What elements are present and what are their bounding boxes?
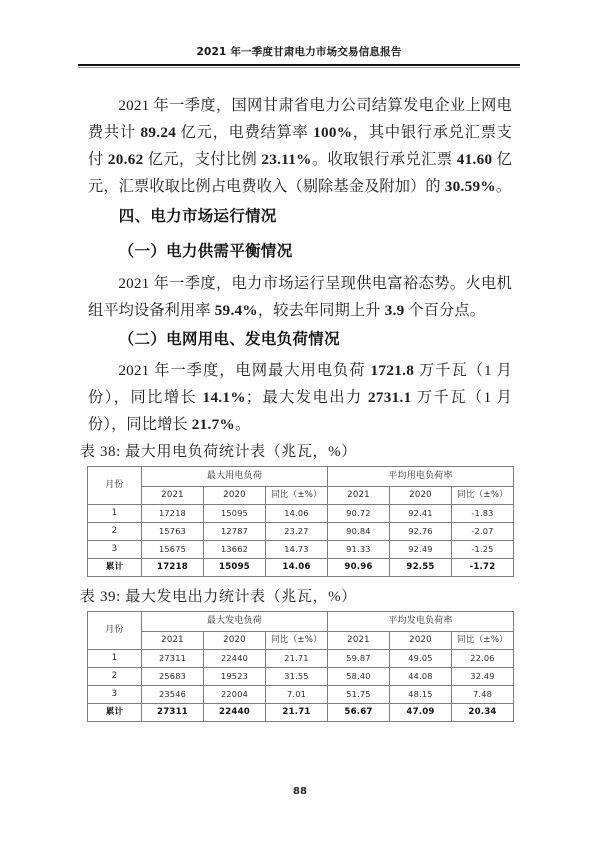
table-39-r3-c0: 27311 xyxy=(142,704,204,722)
p1-text-2: 亿元，电费结算率 xyxy=(176,124,314,141)
table-row xyxy=(88,523,514,541)
table-39-r0-c2: 21.71 xyxy=(266,650,328,668)
table-38-group-row xyxy=(88,467,514,487)
p1-num-3: 20.62 xyxy=(107,151,144,168)
table-39-subheader-0: 2021 xyxy=(142,632,204,650)
table-39-r1-c4: 44.08 xyxy=(390,668,452,686)
table-39-r1-month: 2 xyxy=(88,668,142,686)
table-39-r3-c2: 21.71 xyxy=(266,704,328,722)
table-38-r0-c1: 15095 xyxy=(204,505,266,523)
table-38-r0-c4: 92.41 xyxy=(390,505,452,523)
p1-text-1: 2021 年一季度，国网甘肃省电力公司结算发电企业上网电费共计 xyxy=(88,97,512,141)
table-38 xyxy=(87,466,514,577)
table-38-r2-c5: -1.25 xyxy=(452,541,514,559)
paragraph-supply-demand-block xyxy=(88,270,512,324)
table-39-header-month: 月份 xyxy=(88,612,142,650)
table-39-r1-c3: 58.40 xyxy=(328,668,390,686)
table-38-r3-c1: 15095 xyxy=(204,559,266,577)
table-row-total xyxy=(88,559,514,577)
table-39-r0-month: 1 xyxy=(88,650,142,668)
table-39-r0-c0: 27311 xyxy=(142,650,204,668)
table-38-r3-c5: -1.72 xyxy=(452,559,514,577)
table-38-r3-c0: 17218 xyxy=(142,559,204,577)
table-39-subheader-3: 2021 xyxy=(328,632,390,650)
table-38-subheader-1: 2020 xyxy=(204,487,266,505)
p1-num-2: 100% xyxy=(313,124,353,141)
table-38-r1-c1: 12787 xyxy=(204,523,266,541)
table-38-wrapper xyxy=(87,466,514,577)
paragraph-settlement-block xyxy=(88,92,512,200)
heading-sub-1-block xyxy=(88,238,512,265)
table-39-r2-c2: 7.01 xyxy=(266,686,328,704)
p1-num-6: 30.59% xyxy=(444,178,496,195)
table-39-r2-c3: 51.75 xyxy=(328,686,390,704)
table-39-r1-c1: 19523 xyxy=(204,668,266,686)
table-38-header-group-2: 平均用电负荷率 xyxy=(328,467,514,487)
table-39-subheader-2: 同比（±%） xyxy=(266,632,328,650)
table-39-head xyxy=(88,612,514,650)
p1-text-4: 亿元，支付比例 xyxy=(143,151,262,168)
table-38-subheader-0: 2021 xyxy=(142,487,204,505)
table-38-subheader-2: 同比（±%） xyxy=(266,487,328,505)
table-39-subheader-4: 2020 xyxy=(390,632,452,650)
table-38-r1-c2: 23.27 xyxy=(266,523,328,541)
table-38-head xyxy=(88,467,514,505)
table-38-r3-month: 累计 xyxy=(88,559,142,577)
table-38-r2-c3: 91.33 xyxy=(328,541,390,559)
p3-text-1: 2021 年一季度，电网最大用电负荷 xyxy=(118,362,371,379)
heading-sub-2: （二）电网用电、发电负荷情况 xyxy=(118,330,340,348)
header-rule xyxy=(78,64,520,68)
p2-num-1: 59.4% xyxy=(214,302,258,319)
table-39 xyxy=(87,611,514,722)
table-38-r1-c3: 90.84 xyxy=(328,523,390,541)
p3-text-4: 万千瓦（1 月份），同比增长 xyxy=(88,389,512,433)
table-38-subheader-3: 2021 xyxy=(328,487,390,505)
table-38-caption-block xyxy=(80,441,357,463)
p3-text-2: 万千瓦（1 月份），同比增长 xyxy=(88,362,512,406)
table-38-r3-c2: 14.06 xyxy=(266,559,328,577)
table-row xyxy=(88,505,514,523)
table-38-subheader-row xyxy=(88,487,514,505)
heading-section-4: 四、电力市场运行情况 xyxy=(118,207,277,225)
table-39-r1-c2: 31.55 xyxy=(266,668,328,686)
p1-text-6: 亿元，汇票收取比例占电费收入（剔除基金及附加）的 xyxy=(88,151,512,195)
p1-num-4: 23.11% xyxy=(261,151,312,168)
p3-num-3: 2731.1 xyxy=(367,389,412,406)
paragraph-settlement xyxy=(88,92,512,200)
table-38-caption: 表 38: 最大用电负荷统计表（兆瓦，%） xyxy=(80,444,357,460)
p1-text-3: ，其中银行承兑汇票支付 xyxy=(88,124,512,168)
table-38-r0-c0: 17218 xyxy=(142,505,204,523)
page-number: 88 xyxy=(293,786,307,797)
table-38-r1-c0: 15763 xyxy=(142,523,204,541)
table-38-body xyxy=(88,505,514,577)
p1-num-1: 89.24 xyxy=(140,124,177,141)
table-38-header-month: 月份 xyxy=(88,467,142,505)
heading-sub-2-block xyxy=(88,326,512,353)
table-38-subheader-4: 2020 xyxy=(390,487,452,505)
paragraph-grid-load xyxy=(88,357,512,438)
table-38-r3-c3: 90.96 xyxy=(328,559,390,577)
table-38-r2-month: 3 xyxy=(88,541,142,559)
table-row xyxy=(88,686,514,704)
table-39-r3-c1: 22440 xyxy=(204,704,266,722)
heading-section-4-block xyxy=(88,203,512,230)
p3-text-5: 。 xyxy=(234,416,251,433)
table-38-r2-c2: 14.73 xyxy=(266,541,328,559)
heading-sub-1: （一）电力供需平衡情况 xyxy=(118,242,293,260)
table-38-subheader-5: 同比（±%） xyxy=(452,487,514,505)
table-38-r0-month: 1 xyxy=(88,505,142,523)
table-39-caption: 表 39: 最大发电出力统计表（兆瓦，%） xyxy=(80,589,357,605)
table-39-r2-c0: 23546 xyxy=(142,686,204,704)
table-38-r0-c2: 14.06 xyxy=(266,505,328,523)
table-38-r1-c4: 92.76 xyxy=(390,523,452,541)
table-row xyxy=(88,541,514,559)
table-39-r3-c3: 56.67 xyxy=(328,704,390,722)
p3-text-3: ；最大发电出力 xyxy=(245,389,368,406)
p2-text-1: 2021 年一季度，电力市场运行呈现供电富裕态势。火电机组平均设备利用率 xyxy=(88,275,512,319)
table-39-r1-c0: 25683 xyxy=(142,668,204,686)
p3-num-4: 21.7% xyxy=(191,416,235,433)
table-38-r0-c3: 90.72 xyxy=(328,505,390,523)
table-39-r0-c3: 59.87 xyxy=(328,650,390,668)
table-39-subheader-1: 2020 xyxy=(204,632,266,650)
table-38-r1-month: 2 xyxy=(88,523,142,541)
table-39-r0-c1: 22440 xyxy=(204,650,266,668)
table-38-r3-c4: 92.55 xyxy=(390,559,452,577)
table-39-group-row xyxy=(88,612,514,632)
table-38-r2-c1: 13662 xyxy=(204,541,266,559)
table-38-r0-c5: -1.83 xyxy=(452,505,514,523)
table-39-r1-c5: 32.49 xyxy=(452,668,514,686)
table-row xyxy=(88,650,514,668)
p2-text-3: 个百分点。 xyxy=(404,302,486,319)
table-39-body xyxy=(88,650,514,722)
table-38-r2-c0: 15675 xyxy=(142,541,204,559)
table-39-subheader-5: 同比（±%） xyxy=(452,632,514,650)
table-38-header-group-1: 最大用电负荷 xyxy=(142,467,328,487)
p1-text-5: 。收取银行承兑汇票 xyxy=(311,151,457,168)
table-39-subheader-row xyxy=(88,632,514,650)
p3-num-2: 14.1% xyxy=(202,389,246,406)
table-39-r0-c4: 49.05 xyxy=(390,650,452,668)
table-row-total xyxy=(88,704,514,722)
table-39-r3-c4: 47.09 xyxy=(390,704,452,722)
table-39-wrapper xyxy=(87,611,514,722)
table-39-header-group-2: 平均发电负荷率 xyxy=(328,612,514,632)
p2-num-2: 3.9 xyxy=(384,302,405,319)
table-38-r1-c5: -2.07 xyxy=(452,523,514,541)
table-row xyxy=(88,668,514,686)
table-39-caption-block xyxy=(80,586,357,608)
p1-num-5: 41.60 xyxy=(456,151,493,168)
table-39-r3-c5: 20.34 xyxy=(452,704,514,722)
table-39-r2-c1: 22004 xyxy=(204,686,266,704)
p2-text-2: ，较去年同期上升 xyxy=(257,302,385,319)
table-39-r2-month: 3 xyxy=(88,686,142,704)
p1-text-7: 。 xyxy=(495,178,512,195)
p3-num-1: 1721.8 xyxy=(370,362,415,379)
paragraph-grid-load-block xyxy=(88,357,512,438)
table-39-r0-c5: 22.06 xyxy=(452,650,514,668)
table-39-r2-c4: 48.15 xyxy=(390,686,452,704)
paragraph-supply-demand xyxy=(88,270,512,324)
table-39-header-group-1: 最大发电负荷 xyxy=(142,612,328,632)
running-header: 2021 年一季度甘肃电力市场交易信息报告 xyxy=(196,46,402,58)
table-39-r3-month: 累计 xyxy=(88,704,142,722)
table-38-r2-c4: 92.49 xyxy=(390,541,452,559)
table-39-r2-c5: 7.48 xyxy=(452,686,514,704)
